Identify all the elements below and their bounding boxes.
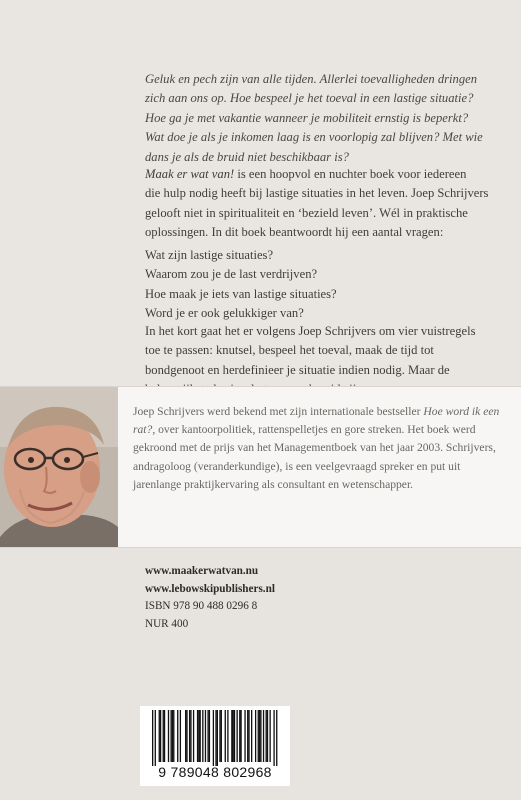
- bio-text: , over kantoorpolitiek, rattenspelletjes en gore streken. Het boek werd gekroond met de prijs van het Managementboek van het jaar 2003. Schrijvers, andragoloog (veranderkundige), is een veelgevraagd spreker en put uit jarenlange praktijkervaring als consultant en wetenschapper.: [133, 423, 496, 491]
- barcode: [140, 706, 290, 786]
- author-section: [0, 386, 521, 548]
- bestseller-title: Hoe word ik een rat?: [133, 405, 500, 437]
- description-line: gelooft niet in spiritualiteit en ‘bezield leven’. Wél in praktische: [145, 205, 468, 220]
- summary-line: bondgenoot en herdefinieer je situatie indien nodig. Maar de: [145, 362, 450, 377]
- question-item: Wat zijn lastige situaties?: [145, 248, 274, 262]
- intro-line: zich aan ons op. Hoe bespeel je het toeval in een lastige situatie?: [145, 91, 474, 106]
- description-line: [145, 165, 505, 184]
- question-item: Waarom zou je de last verdrijven?: [145, 267, 318, 282]
- question-item: Hoe maak je iets van lastige situaties?: [145, 286, 337, 301]
- book-title: Maak er wat van!: [145, 167, 235, 181]
- description-line: die hulp nodig heeft bij lastige situaties in het leven. Joep Schrijvers: [145, 186, 489, 201]
- intro-paragraph: [145, 70, 500, 167]
- bio-text: Joep Schrijvers werd bekend met zijn internationale bestseller: [133, 405, 421, 418]
- question-item: Word je er ook gelukkiger van?: [145, 306, 304, 321]
- intro-line: Wat doe je als je inkomen laag is en voorlopig zal blijven? Met wie: [145, 130, 483, 145]
- publisher-link[interactable]: www.lebowskipublishers.nl: [145, 582, 275, 595]
- barcode-number: 9 789048 802968: [158, 764, 272, 780]
- summary-line: toe te passen: knutsel, bespeel het toeval, maak de tijd tot: [145, 343, 434, 358]
- description-paragraph: [145, 165, 505, 243]
- description-line: oplossingen. In dit boek beantwoordt hij een aantal vragen:: [145, 225, 444, 240]
- description-text: is een hoopvol en nuchter boek voor iedereen: [234, 167, 467, 181]
- questions-list: [145, 246, 505, 324]
- publication-info: [145, 563, 275, 633]
- author-bio: [133, 403, 508, 494]
- isbn-text: ISBN 978 90 488 0296 8: [145, 600, 258, 612]
- author-photo: [0, 387, 118, 547]
- intro-line: Hoe ga je met vakantie wanneer je mobiliteit ernstig is beperkt?: [145, 110, 469, 125]
- summary-line: In het kort gaat het er volgens Joep Schrijvers om vier vuistregels: [145, 324, 476, 338]
- intro-line: Geluk en pech zijn van alle tijden. Allerlei toevalligheden dringen: [145, 72, 478, 86]
- website-link[interactable]: www.maakerwatvan.nu: [145, 565, 259, 577]
- intro-line: dans je als de bruid niet beschikbaar is?: [145, 149, 349, 164]
- nur-code: NUR 400: [145, 617, 189, 630]
- author-portrait-image: [0, 387, 118, 547]
